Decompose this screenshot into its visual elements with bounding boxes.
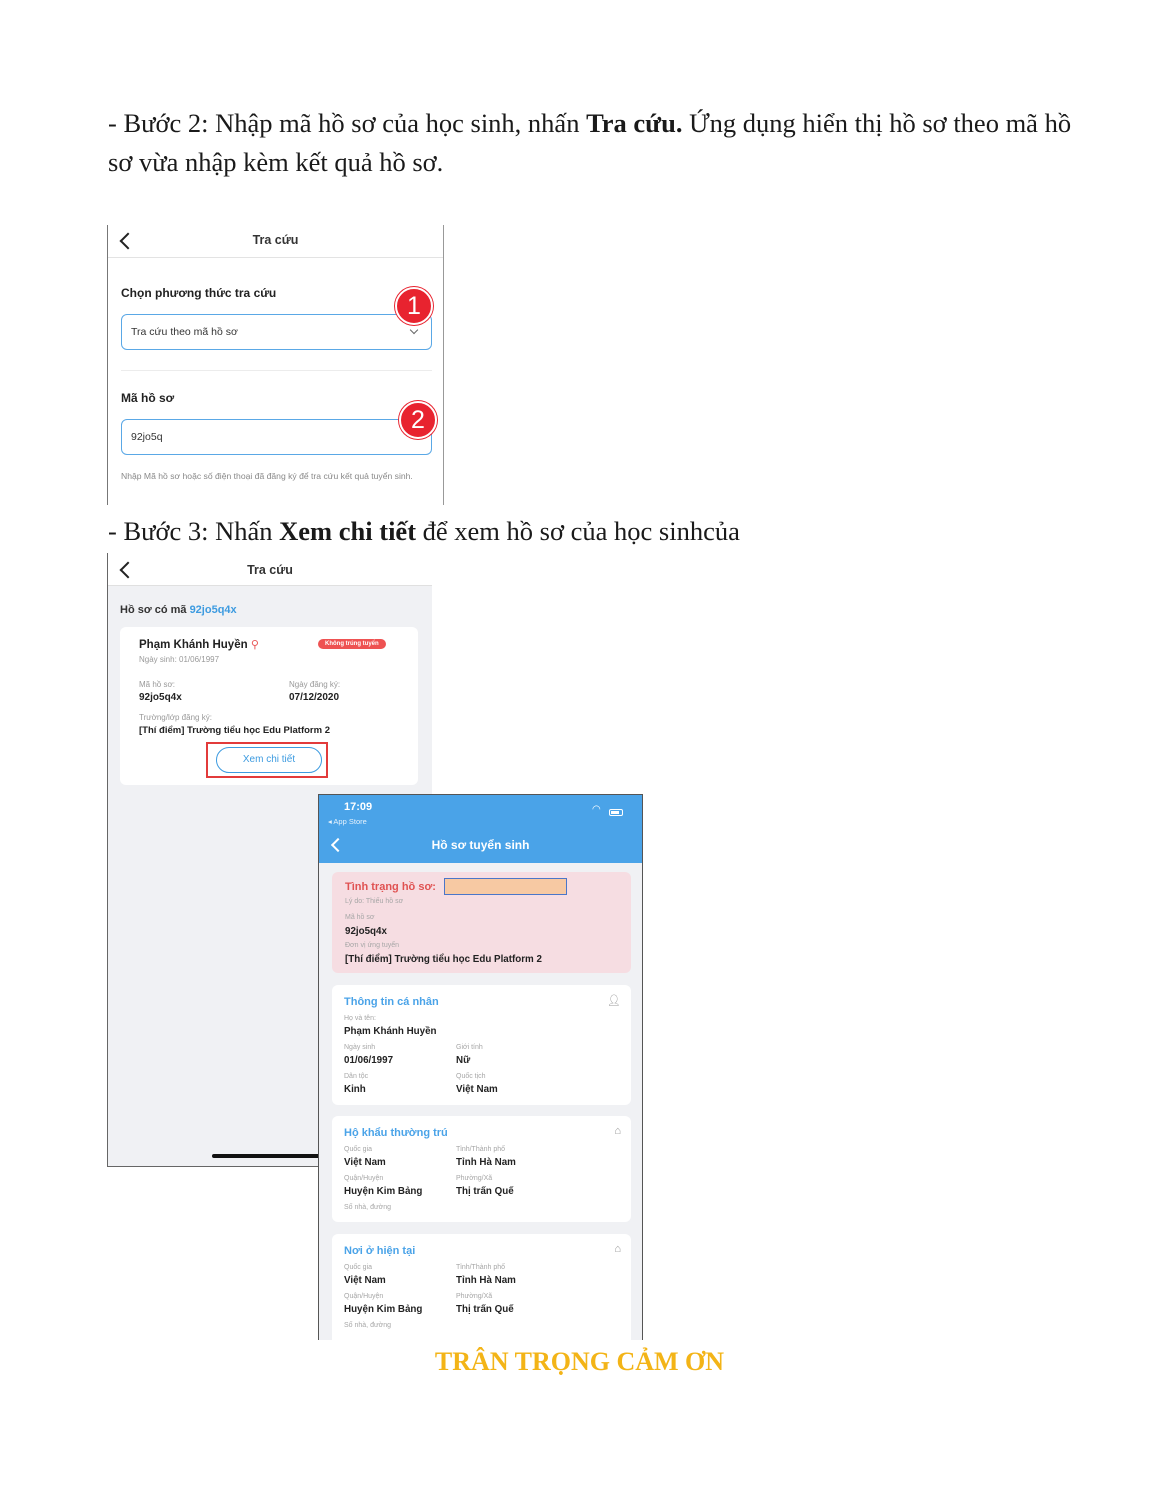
section-divider — [121, 370, 432, 371]
search-header — [108, 225, 443, 258]
code-hint: Nhập Mã hồ sơ hoặc số điện thoại đã đăng ký để tra cứu kết quả tuyển sinh. — [121, 471, 413, 481]
home-icon: ⌂ — [614, 1125, 621, 1137]
profile-code-value: 92jo5q4x — [345, 926, 387, 937]
cur-province-value: Tỉnh Hà Nam — [456, 1275, 516, 1286]
step2-line2: sơ vừa nhập kèm kết quả hồ sơ. — [108, 147, 444, 177]
household-title: Hộ khẩu thường trú — [344, 1127, 448, 1139]
result-prefix: Hồ sơ có mã — [120, 604, 190, 616]
hh-street-label: Số nhà, đường — [344, 1204, 392, 1211]
reg-date-label: Ngày đăng ký: — [289, 680, 341, 689]
unit-value: [Thí điểm] Trường tiểu học Edu Platform 2 — [345, 954, 542, 965]
cur-country-label: Quốc gia — [344, 1264, 373, 1271]
school-value: [Thí điểm] Trường tiểu học Edu Platform 2 — [139, 725, 330, 736]
student-name — [139, 638, 259, 651]
method-label: Chọn phương thức tra cứu — [121, 286, 277, 300]
status-time: 17:09 — [344, 801, 373, 813]
name-value: Phạm Khánh Huyền — [344, 1026, 437, 1037]
battery-icon — [609, 809, 623, 816]
thanks-footer: TRÂN TRỌNG CẢM ƠN — [434, 1347, 725, 1376]
code-input[interactable] — [121, 419, 432, 455]
step2-suffix: Ứng dụng hiển thị hồ sơ theo mã hồ — [682, 108, 1072, 138]
step2-prefix: - Bước 2: Nhập mã hồ sơ của học sinh, nhấn — [108, 108, 587, 138]
name-label: Họ và tên: — [344, 1015, 376, 1022]
detail-button[interactable]: Xem chi tiết — [216, 747, 322, 773]
result-heading — [120, 604, 237, 616]
ethnic-value: Kinh — [344, 1084, 366, 1095]
nation-label: Quốc tịch — [456, 1073, 486, 1080]
dob-value: 01/06/1997 — [344, 1055, 394, 1066]
personal-title: Thông tin cá nhân — [344, 996, 439, 1008]
cur-street-label: Số nhà, đường — [344, 1322, 392, 1329]
cur-ward-value: Thị trấn Quế — [456, 1304, 514, 1315]
search-title: Tra cứu — [252, 233, 299, 247]
profile-header — [319, 795, 642, 863]
hh-district-value: Huyện Kim Bảng — [344, 1186, 423, 1197]
method-select-value: Tra cứu theo mã hồ sơ — [131, 326, 238, 338]
step-marker-2: 2 — [399, 401, 437, 439]
household-card — [332, 1116, 631, 1222]
dob-line: Ngày sinh: 01/06/1997 — [139, 655, 220, 664]
code-label: Mã hồ sơ — [121, 391, 175, 405]
unit-label: Đơn vị ứng tuyển — [345, 942, 400, 949]
step3-prefix: - Bước 3: Nhấn — [108, 516, 280, 546]
school-label: Trường/lớp đăng ký: — [139, 713, 212, 722]
hh-province-value: Tỉnh Hà Nam — [456, 1157, 516, 1168]
code-label: Mã hồ sơ: — [139, 680, 175, 689]
cur-country-value: Việt Nam — [344, 1275, 386, 1286]
gender-label: Giới tính — [456, 1044, 483, 1051]
result-header — [108, 553, 432, 586]
result-code: 92jo5q4x — [189, 604, 237, 616]
dob-label: Ngày sinh — [344, 1044, 376, 1051]
hh-district-label: Quận/Huyện — [344, 1175, 384, 1182]
step3-bold: Xem chi tiết — [279, 516, 417, 546]
hh-ward-value: Thị trấn Quế — [456, 1186, 514, 1197]
code-value: 92jo5q4x — [139, 692, 182, 703]
home-icon: ⌂ — [614, 1243, 621, 1255]
reg-date-value: 07/12/2020 — [289, 692, 340, 703]
back-to-app-store[interactable]: ◂ App Store — [328, 817, 367, 826]
step2-bold: Tra cứu. — [586, 108, 683, 138]
result-title: Tra cứu — [247, 563, 293, 577]
dropdown-chevron-icon — [410, 326, 418, 334]
current-title: Nơi ở hiện tại — [344, 1245, 416, 1257]
gender-value: Nữ — [456, 1055, 471, 1066]
step-marker-1: 1 — [395, 287, 433, 325]
hh-ward-label: Phường/Xã — [456, 1175, 493, 1182]
current-residence-card — [332, 1234, 631, 1340]
result-card — [120, 627, 418, 785]
hh-country-value: Việt Nam — [344, 1157, 386, 1168]
profile-title: Hồ sơ tuyển sinh — [431, 838, 530, 852]
cur-province-label: Tỉnh/Thành phố — [456, 1264, 506, 1271]
cur-district-value: Huyện Kim Bảng — [344, 1304, 423, 1315]
hh-country-label: Quốc gia — [344, 1146, 373, 1153]
profile-code-label: Mã hồ sơ — [345, 914, 375, 921]
personal-info-card — [332, 985, 631, 1105]
status-card — [332, 872, 631, 973]
wifi-icon: ◠ — [592, 804, 601, 815]
person-icon: 👤︎ — [607, 995, 621, 1007]
search-screenshot — [107, 225, 444, 505]
step2-paragraph — [108, 104, 1108, 182]
ethnic-label: Dân tộc — [344, 1073, 369, 1080]
step3-suffix: để xem hồ sơ của học sinhcủa — [416, 516, 740, 546]
code-input-value: 92jo5q — [131, 431, 163, 443]
cur-district-label: Quận/Huyện — [344, 1293, 384, 1300]
student-name-text: Phạm Khánh Huyền — [139, 639, 248, 651]
status-label: Tình trạng hồ sơ: — [345, 881, 436, 893]
cur-ward-label: Phường/Xã — [456, 1293, 493, 1300]
status-value-box — [444, 878, 567, 895]
home-indicator — [212, 1154, 332, 1158]
method-select[interactable] — [121, 314, 432, 350]
reason-text: Lý do: Thiếu hồ sơ — [345, 898, 404, 905]
nation-value: Việt Nam — [456, 1084, 498, 1095]
step3-paragraph — [108, 512, 1108, 551]
profile-screenshot — [318, 794, 643, 1340]
location-pin-icon: ⚲ — [250, 639, 259, 651]
hh-province-label: Tỉnh/Thành phố — [456, 1146, 506, 1153]
status-badge: Không trúng tuyển — [318, 639, 386, 649]
